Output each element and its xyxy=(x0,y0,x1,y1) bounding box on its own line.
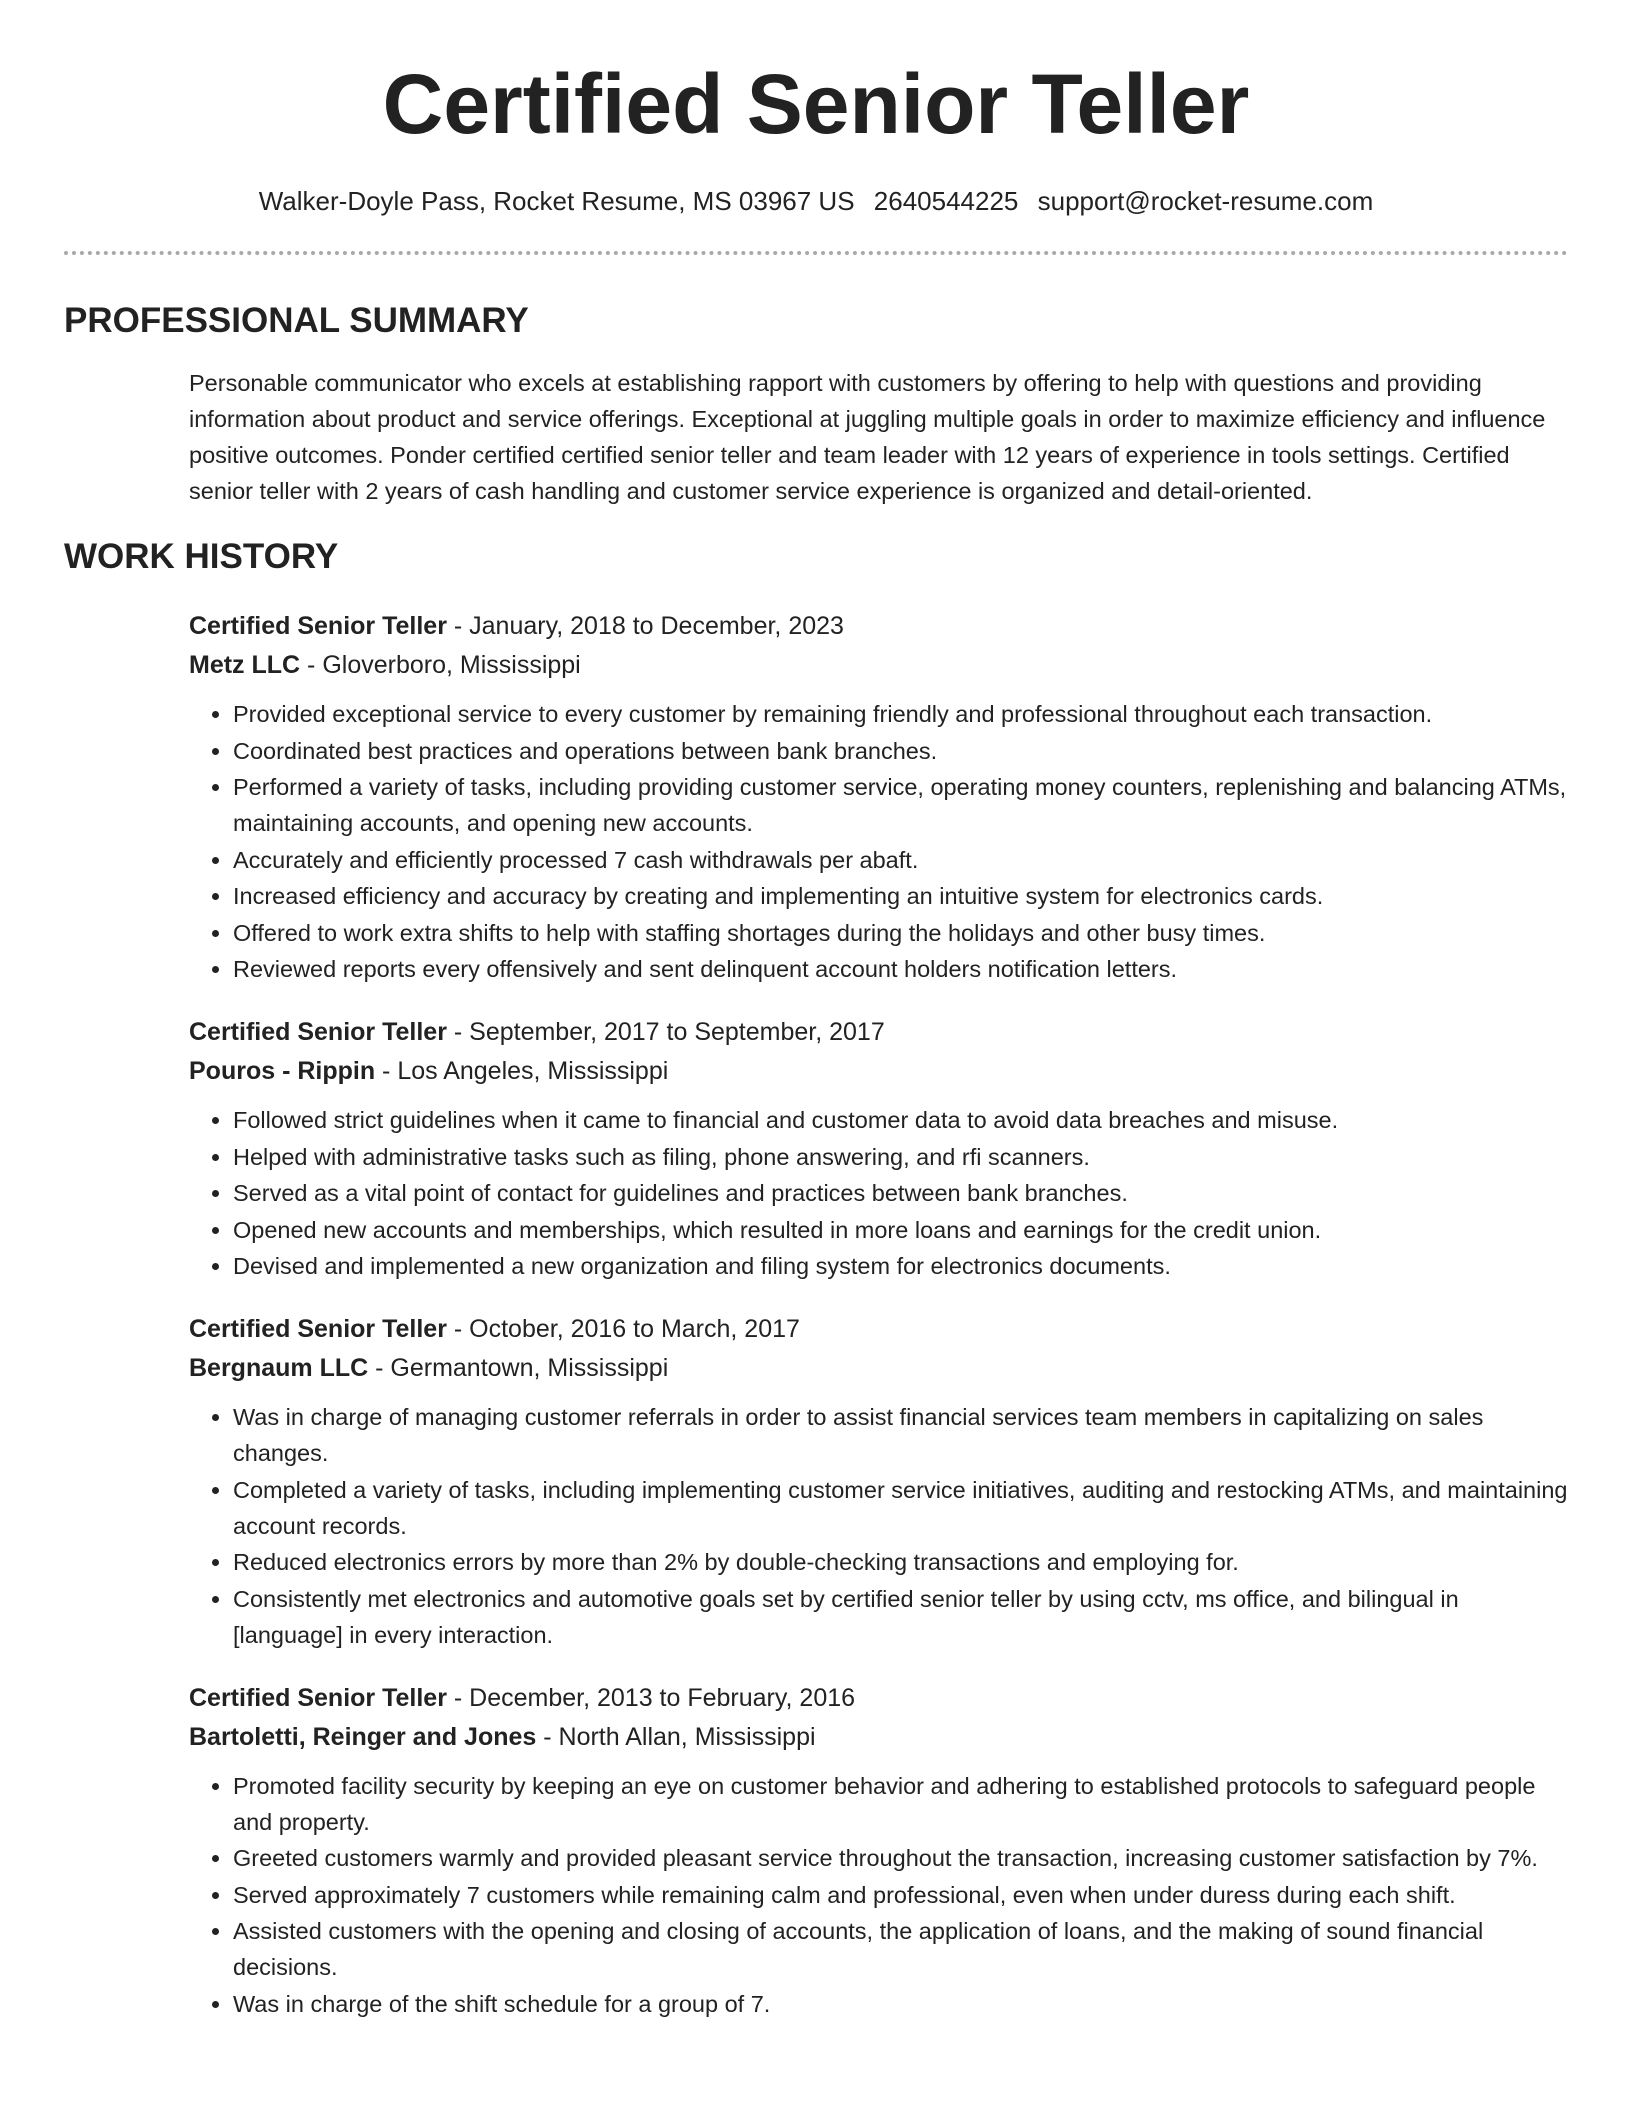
header-divider xyxy=(64,251,1568,255)
job-bullet: • Coordinated best practices and operations between bank branches. xyxy=(233,733,1568,769)
contact-address: Walker-Doyle Pass, Rocket Resume, MS 03967 US xyxy=(258,186,855,216)
job-company-line xyxy=(189,1349,1568,1388)
job-company-line xyxy=(189,646,1568,685)
resume-name-title: Certified Senior Teller xyxy=(382,57,1250,151)
job-title: Certified Senior Teller xyxy=(189,1683,447,1712)
job-bullet: • Served approximately 7 customers while remaining calm and professional, even when under duress during each shift. xyxy=(233,1877,1568,1913)
job-dates: - October, 2016 to March, 2017 xyxy=(446,1315,800,1343)
job-bullets xyxy=(189,1768,1568,2022)
job-bullet: • Was in charge of the shift schedule for a group of 7. xyxy=(233,1986,1568,2022)
contact-phone: 2640544225 xyxy=(873,186,1019,216)
job-entry xyxy=(189,607,1568,987)
job-bullet: • Reviewed reports every offensively and sent delinquent account holders notification letters. xyxy=(233,951,1568,987)
job-bullet: • Followed strict guidelines when it came to financial and customer data to avoid data breaches and misuse. xyxy=(233,1102,1568,1138)
job-dates: - September, 2017 to September, 2017 xyxy=(446,1018,885,1046)
job-location: - Gloverboro, Mississippi xyxy=(300,651,581,679)
job-company-line xyxy=(189,1052,1568,1091)
summary-text: Personable communicator who excels at establishing rapport with customers by offering to help with questions and providing information about product and service offerings. Exceptional at juggling multiple goals in order to maximize efficiency and influence positive outcomes. Ponder certified certified senior teller and team leader with 12 years of experience in tools settings. Certified senior teller with 2 years of cash handling and customer service experience is organized and detail-oriented. xyxy=(189,370,1546,504)
job-location: - North Allan, Mississippi xyxy=(536,1722,816,1751)
job-bullet: • Reduced electronics errors by more than 2% by double-checking transactions and employing for. xyxy=(233,1544,1568,1580)
job-bullet: • Offered to work extra shifts to help with staffing shortages during the holidays and other busy times. xyxy=(233,915,1568,951)
contact-email: support@rocket-resume.com xyxy=(1037,186,1374,216)
job-bullet: • Served as a vital point of contact for guidelines and practices between bank branches. xyxy=(233,1175,1568,1211)
job-title-line xyxy=(189,607,1568,646)
job-bullet: • Devised and implemented a new organization and filing system for electronics documents. xyxy=(233,1248,1568,1284)
job-location: - Los Angeles, Mississippi xyxy=(375,1057,669,1085)
job-company: Bartoletti, Reinger and Jones xyxy=(189,1722,537,1751)
job-title-line xyxy=(189,1310,1568,1349)
job-company: Bergnaum LLC xyxy=(189,1354,369,1382)
job-title-line xyxy=(189,1013,1568,1052)
job-title: Certified Senior Teller xyxy=(189,612,447,640)
job-bullet: • Assisted customers with the opening and closing of accounts, the application of loans, and the making of sound financial decisions. xyxy=(233,1913,1568,1985)
job-bullet: • Increased efficiency and accuracy by creating and implementing an intuitive system for electronics cards. xyxy=(233,878,1568,914)
job-bullets xyxy=(189,1399,1568,1653)
job-bullets xyxy=(189,1102,1568,1284)
job-company: Pouros - Rippin xyxy=(189,1057,376,1085)
job-bullet: • Completed a variety of tasks, including implementing customer service initiatives, auditing and restocking ATMs, and maintaining account records. xyxy=(233,1472,1568,1544)
job-company: Metz LLC xyxy=(189,651,301,679)
job-dates: - December, 2013 to February, 2016 xyxy=(446,1683,856,1712)
work-history-list xyxy=(189,607,1568,2022)
summary-heading: PROFESSIONAL SUMMARY xyxy=(64,301,529,340)
job-title: Certified Senior Teller xyxy=(189,1018,447,1046)
job-bullet: • Greeted customers warmly and provided pleasant service throughout the transaction, increasing customer satisfaction by 7%. xyxy=(233,1840,1568,1876)
job-location: - Germantown, Mississippi xyxy=(368,1354,669,1382)
job-title-line xyxy=(189,1679,1568,1718)
job-bullets xyxy=(189,696,1568,987)
job-bullet: • Helped with administrative tasks such as filing, phone answering, and rfi scanners. xyxy=(233,1139,1568,1175)
job-bullet: • Was in charge of managing customer referrals in order to assist financial services team members in capitalizing on sales changes. xyxy=(233,1399,1568,1471)
job-bullet: • Promoted facility security by keeping an eye on customer behavior and adhering to established protocols to safeguard people and property. xyxy=(233,1768,1568,1840)
job-entry xyxy=(189,1310,1568,1653)
job-title: Certified Senior Teller xyxy=(189,1315,447,1343)
job-bullet: • Opened new accounts and memberships, which resulted in more loans and earnings for the credit union. xyxy=(233,1212,1568,1248)
job-bullet: • Provided exceptional service to every customer by remaining friendly and professional throughout each transaction. xyxy=(233,696,1568,732)
job-entry xyxy=(189,1679,1568,2022)
job-bullet: • Performed a variety of tasks, including providing customer service, operating money counters, replenishing and balancing ATMs, maintaining accounts, and opening new accounts. xyxy=(233,769,1568,841)
work-history-heading: WORK HISTORY xyxy=(64,537,339,576)
job-entry xyxy=(189,1013,1568,1284)
job-company-line xyxy=(189,1718,1568,1757)
job-bullet: • Accurately and efficiently processed 7 cash withdrawals per abaft. xyxy=(233,842,1568,878)
job-bullet: • Consistently met electronics and automotive goals set by certified senior teller by using cctv, ms office, and bilingual in [language] in every interaction. xyxy=(233,1581,1568,1653)
contact-line xyxy=(0,184,1632,218)
job-dates: - January, 2018 to December, 2023 xyxy=(446,612,844,640)
